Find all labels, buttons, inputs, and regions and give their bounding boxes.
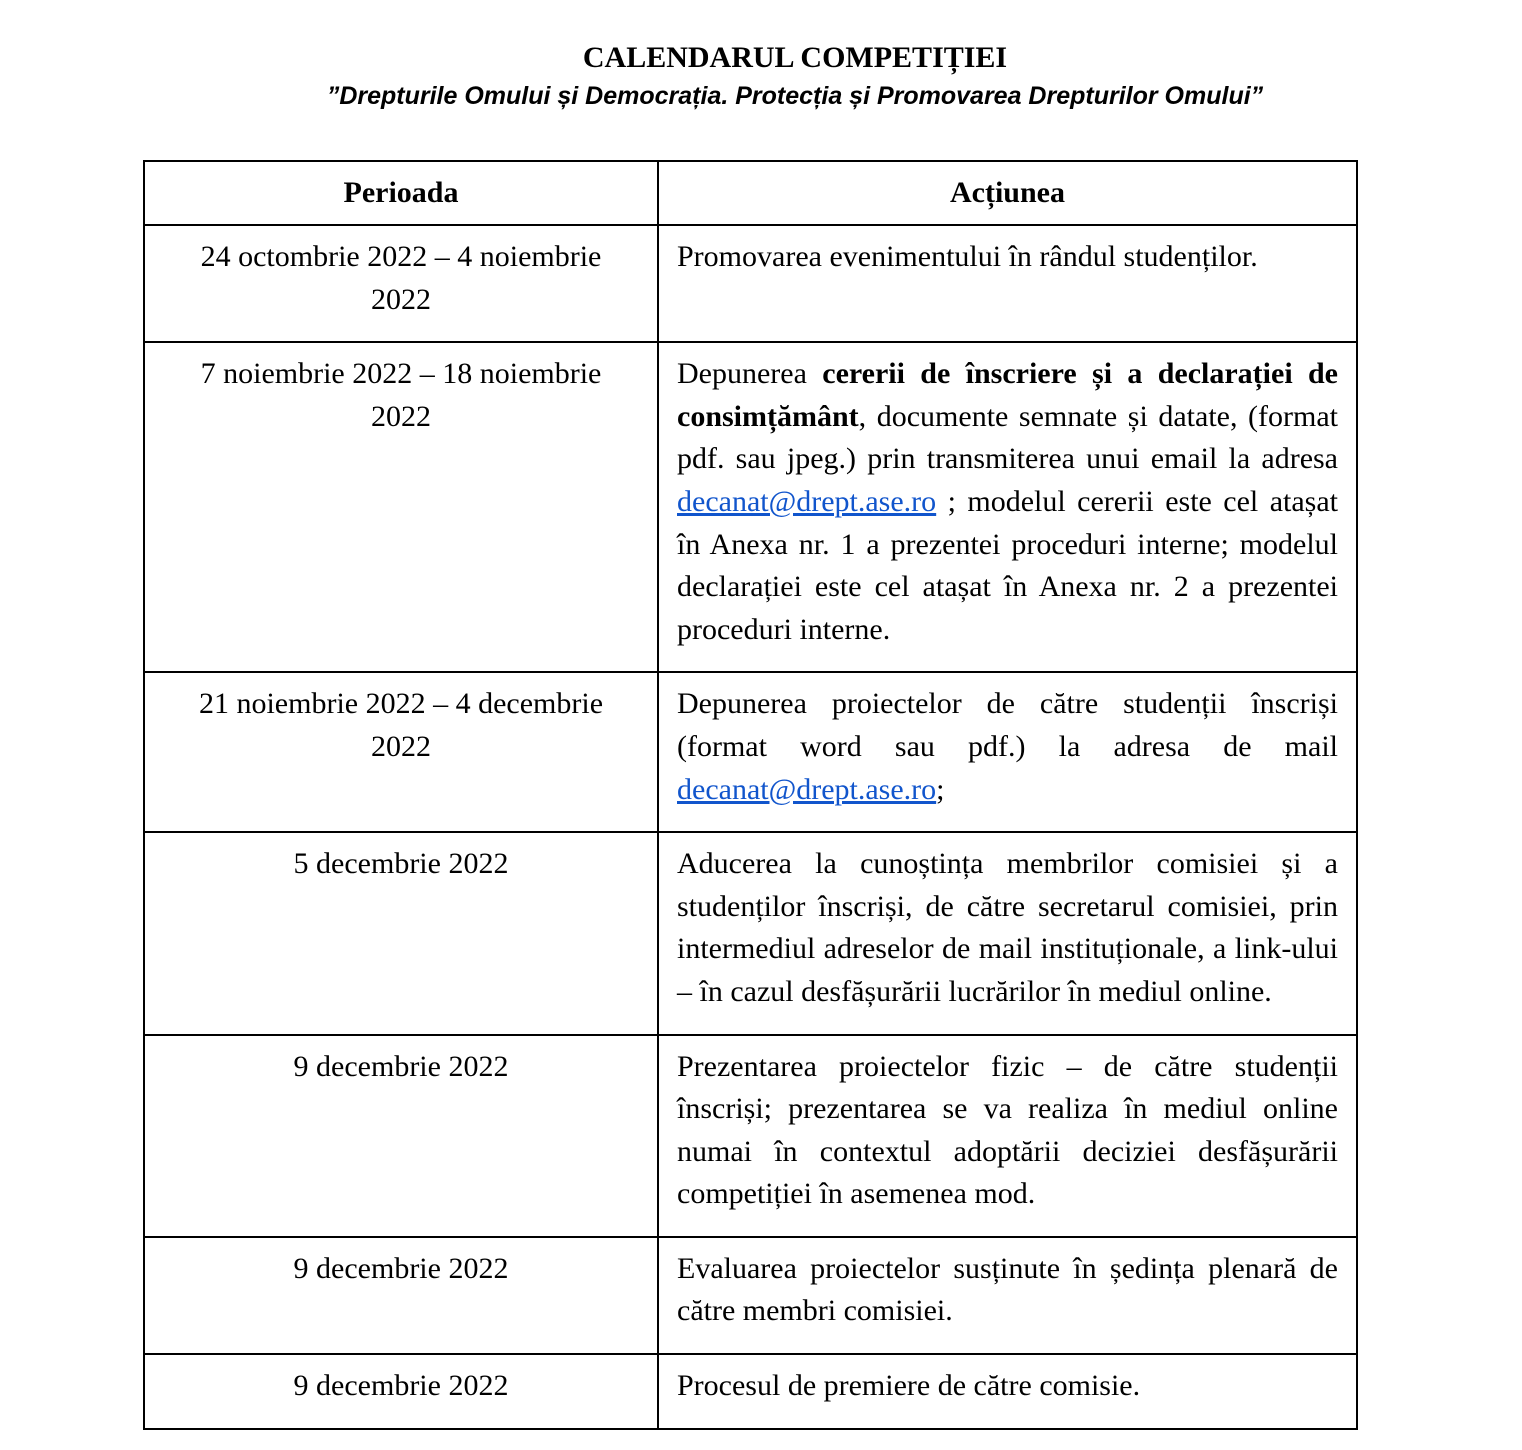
email-link[interactable]: decanat@drept.ase.ro (677, 484, 937, 518)
period-cell: 9 decembrie 2022 (144, 1035, 658, 1237)
period-cell: 9 decembrie 2022 (144, 1237, 658, 1354)
calendar-table (143, 160, 1358, 1430)
period-cell: 21 noiembrie 2022 – 4 decembrie 2022 (144, 672, 658, 832)
period-cell: 24 octombrie 2022 – 4 noiembrie 2022 (144, 225, 658, 342)
action-cell (658, 342, 1357, 672)
action-text: , documente semnate și datate, (format pdf. sau jpeg.) prin transmiterea unui email la adresa (677, 399, 1338, 476)
document-subtitle: ”Drepturile Omului și Democrația. Protecția și Promovarea Drepturilor Omului” (326, 82, 1264, 110)
email-link[interactable]: decanat@drept.ase.ro (677, 772, 937, 806)
action-text: ; (936, 772, 945, 806)
table-row (144, 342, 1357, 672)
table-row (144, 1354, 1357, 1429)
table-row (144, 1035, 1357, 1237)
action-cell: Evaluarea proiectelor susținute în ședința plenară de către membri comisiei. (658, 1237, 1357, 1354)
period-cell: 9 decembrie 2022 (144, 1354, 658, 1429)
action-bold-text: cererii de înscriere și a declarației de consimțământ (677, 357, 1338, 433)
table-header-row (144, 161, 1357, 225)
action-cell: Aducerea la cunoștința membrilor comisiei și a studenților înscriși, de către secretarul comisiei, prin intermediul adreselor de mail instituționale, a link-ului – în cazul desfășurării lucrărilor în mediul online. (658, 832, 1357, 1034)
action-text: Depunerea (677, 357, 823, 391)
action-cell: Procesul de premiere de către comisie. (658, 1354, 1357, 1429)
header-period: Perioada (144, 161, 658, 225)
period-cell: 5 decembrie 2022 (144, 832, 658, 1034)
action-text: ; modelul cererii este cel atașat în Anexa nr. 1 a prezentei proceduri interne; modelul declarației este cel atașat în Anexa nr. 2 a prezentei proceduri interne. (677, 484, 1338, 646)
action-cell: Promovarea evenimentului în rândul studenților. (658, 225, 1357, 342)
document-title: CALENDARUL COMPETIȚIEI (582, 41, 1008, 74)
period-cell: 7 noiembrie 2022 – 18 noiembrie 2022 (144, 342, 658, 672)
table-row (144, 832, 1357, 1034)
table-row (144, 1237, 1357, 1354)
action-cell: Prezentarea proiectelor fizic – de către studenții înscriși; prezentarea se va realiza în mediul online numai în contextul adoptării deciziei desfășurării competiției în asemenea mod. (658, 1035, 1357, 1237)
action-cell (658, 672, 1357, 832)
table-row (144, 672, 1357, 832)
table-row (144, 225, 1357, 342)
header-action: Acțiunea (658, 161, 1357, 225)
action-text: Depunerea proiectelor de către studenții înscriși (format word sau pdf.) la adresa de mail (677, 687, 1338, 763)
